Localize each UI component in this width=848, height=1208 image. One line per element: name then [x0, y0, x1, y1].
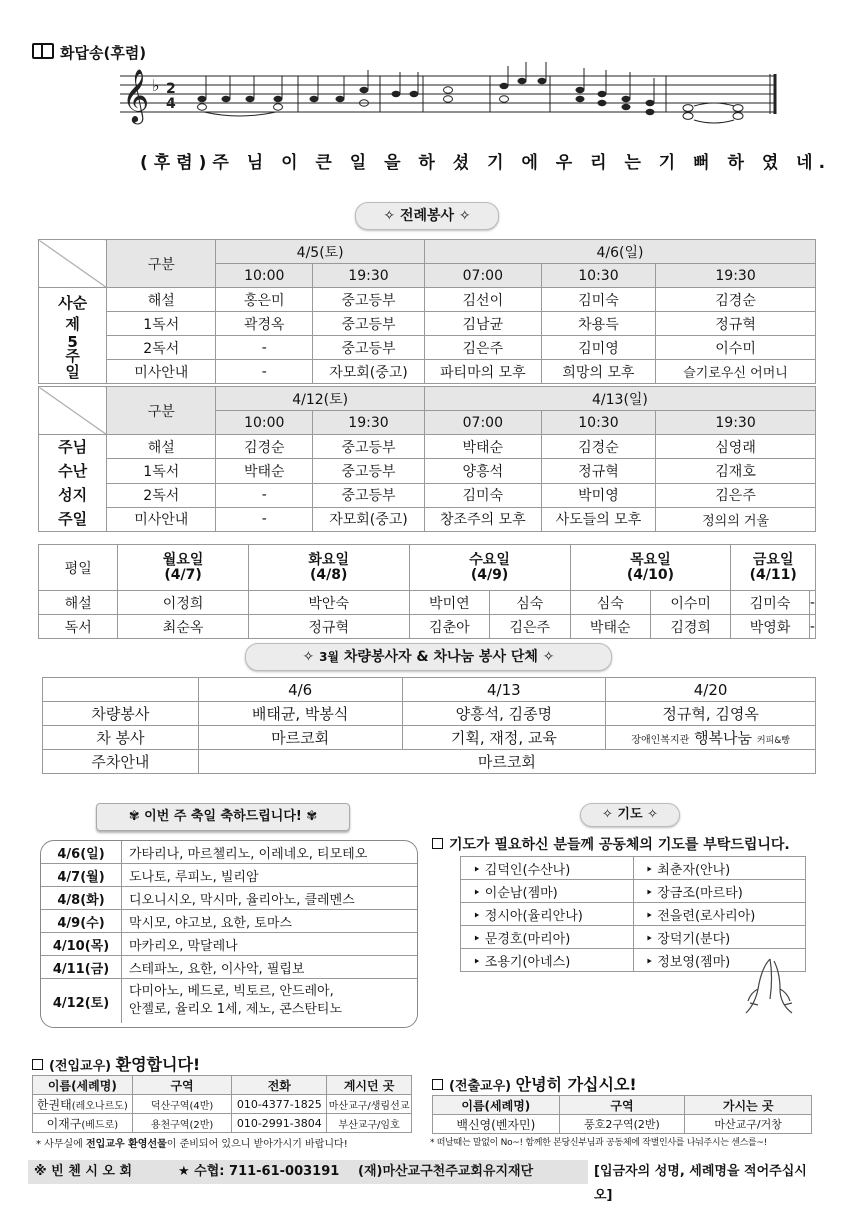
- assign-cell: 정규혁: [541, 459, 655, 483]
- assign-cell: -: [809, 615, 815, 639]
- list-item: 4/7(월) 도나토, 루피노, 빌리암: [41, 864, 417, 887]
- book-icon: [32, 43, 54, 59]
- assign-cell: 중고등부: [313, 459, 425, 483]
- transfer-out-note: * 떠날때는 말없이 No~! 함께한 본당신부님과 공동체에 작별인사를 나눠주시는 센스를~!: [430, 1138, 767, 1148]
- assign-cell: 박미영: [541, 483, 655, 507]
- assign-cell: 김미숙: [731, 591, 809, 615]
- list-item: 4/11(금) 스테파노, 요한, 이사악, 필립보: [41, 956, 417, 979]
- time-header: 07:00: [424, 264, 541, 288]
- assign-cell: 김경순: [216, 435, 313, 459]
- prayer-name: ‣ 장덕기(분다): [633, 926, 806, 949]
- list-item: 4/9(수) 막시모, 야고보, 요한, 토마스: [41, 910, 417, 933]
- list-item: 4/10(목) 마카리오, 막달레나: [41, 933, 417, 956]
- svg-text:2: 2: [166, 81, 176, 97]
- col-header: 전화: [232, 1076, 327, 1095]
- role-label: 미사안내: [107, 507, 216, 531]
- feast-table: [41, 841, 417, 1023]
- liturgy-pill: ✧ 전례봉사 ✧: [355, 202, 499, 230]
- role-label: 주차안내: [43, 750, 199, 774]
- corner-cell: [39, 387, 107, 435]
- time-header: 10:30: [541, 411, 655, 435]
- transfer-out-title: (전출교우) 안녕히 가십시오!: [432, 1072, 637, 1095]
- assign-cell: 박태순: [570, 615, 650, 639]
- table-row: 이재구(베드로) 용천구역(2반) 010-2991-3804 부산교구/임호: [33, 1114, 412, 1133]
- transfer-out-table: [432, 1095, 812, 1134]
- checkbox-icon: [32, 1059, 43, 1070]
- time-header: 19:30: [656, 411, 816, 435]
- prayer-name: ‣ 최춘자(안나): [633, 857, 806, 880]
- assign-cell: -: [216, 507, 313, 531]
- corner-cell: [43, 678, 199, 702]
- col-header: 가시는 곳: [685, 1096, 812, 1115]
- flower-icon: ✾: [306, 809, 318, 824]
- day-header: 4/6(일): [424, 240, 815, 264]
- role-label: 차량봉사: [43, 702, 199, 726]
- assign-cell: 중고등부: [313, 483, 425, 507]
- assign-cell: 정의의 거울: [656, 507, 816, 531]
- assign-cell: 곽경옥: [216, 312, 313, 336]
- assign-cell: 자모회(중고): [313, 507, 425, 531]
- svg-text:𝄞: 𝄞: [122, 68, 150, 122]
- assign-cell: 김미숙: [541, 288, 655, 312]
- assign-cell: 슬기로우신 어머니: [656, 360, 816, 384]
- transfer-in-table: [32, 1075, 412, 1133]
- transfer-in-title: (전입교우) 환영합니다!: [32, 1052, 200, 1075]
- assign-cell: 차용득: [541, 312, 655, 336]
- assign-cell: 정규혁: [656, 312, 816, 336]
- assign-cell: 김미영: [541, 336, 655, 360]
- assign-cell: 중고등부: [313, 435, 425, 459]
- assign-cell: 중고등부: [313, 312, 425, 336]
- assign-cell: 마르코회: [198, 750, 815, 774]
- table-row: 백신영(벤자민) 풍호2구역(2반) 마산교구/거창: [433, 1115, 812, 1134]
- psalm-lyric: (후렴)주 님 이 큰 일 을 하 셨 기 에 우 리 는 기 뻐 하 였 네.: [140, 153, 832, 173]
- col-header: 구역: [559, 1096, 685, 1115]
- assign-cell: 중고등부: [313, 288, 425, 312]
- col-label: 구분: [107, 387, 216, 435]
- col-header: 계시던 곳: [327, 1076, 412, 1095]
- assign-cell: 기획, 재정, 교육: [402, 726, 606, 750]
- assign-cell: 김은주: [656, 483, 816, 507]
- assign-cell: 희망의 모후: [541, 360, 655, 384]
- prayer-name: ‣ 전을련(로사리아): [633, 903, 806, 926]
- flower-icon: ✾: [128, 809, 140, 824]
- weekday-header: 수요일 (4/9): [409, 545, 570, 591]
- section-label: 주님 수난 성지 주일: [39, 435, 107, 532]
- footer-org: ※ 빈 첸 시 오 회: [34, 1164, 133, 1179]
- time-header: 19:30: [313, 411, 425, 435]
- weekday-label: 평일: [39, 545, 118, 591]
- assign-cell: 박안숙: [248, 591, 409, 615]
- assign-cell: 김춘아: [409, 615, 489, 639]
- weekday-header: 화요일 (4/8): [248, 545, 409, 591]
- time-header: 07:00: [424, 411, 541, 435]
- weekday-header: 금요일 (4/11): [731, 545, 816, 591]
- checkbox-icon: [432, 838, 443, 849]
- assign-cell: 김경순: [656, 288, 816, 312]
- assign-cell: 박영화: [731, 615, 809, 639]
- time-header: 10:30: [541, 264, 655, 288]
- feast-pill: ✾ 이번 주 축일 축하드립니다! ✾: [96, 803, 350, 831]
- assign-cell: 사도들의 모후: [541, 507, 655, 531]
- prayer-name: ‣ 조용기(아네스): [461, 949, 634, 972]
- assign-cell: 배태균, 박봉식: [198, 702, 402, 726]
- prayer-name: ‣ 문경호(마리아): [461, 926, 634, 949]
- table-row: 한권태(레오나르도) 덕산구역(4반) 010-4377-1825 마산교구/생림선교: [33, 1095, 412, 1114]
- liturgy-table-palm-sunday: [38, 386, 816, 532]
- date-header: 4/13: [402, 678, 606, 702]
- role-label: 1독서: [107, 459, 216, 483]
- assign-cell: 파티마의 모후: [424, 360, 541, 384]
- list-item: 4/8(화) 디오니시오, 막시마, 율리아노, 클레멘스: [41, 887, 417, 910]
- role-label: 독서: [39, 615, 118, 639]
- assign-cell: 심숙: [570, 591, 650, 615]
- checkbox-icon: [432, 1079, 443, 1090]
- prayer-pill: ✧ 기도 ✧: [580, 803, 680, 827]
- day-header: 4/5(토): [216, 240, 424, 264]
- assign-cell: -: [216, 336, 313, 360]
- role-label: 2독서: [107, 336, 216, 360]
- date-header: 4/20: [606, 678, 816, 702]
- assign-cell: 정규혁, 김영옥: [606, 702, 816, 726]
- col-header: 이름(세례명): [433, 1096, 560, 1115]
- footer-instruction: [입금자의 성명, 세례명을 적어주십시오]: [588, 1160, 820, 1208]
- assign-cell: -: [216, 360, 313, 384]
- assign-cell: 창조주의 모후: [424, 507, 541, 531]
- assign-cell: 박미연: [409, 591, 489, 615]
- assign-cell: 양흥석: [424, 459, 541, 483]
- time-header: 10:00: [216, 411, 313, 435]
- assign-cell: -: [809, 591, 815, 615]
- assign-cell: 김은주: [490, 615, 570, 639]
- role-label: 해설: [39, 591, 118, 615]
- prayer-name: ‣ 정시아(율리안나): [461, 903, 634, 926]
- footer-owner: (재)마산교구천주교회유지재단: [358, 1164, 534, 1179]
- assign-cell: 마르코회: [198, 726, 402, 750]
- time-header: 10:00: [216, 264, 313, 288]
- prayer-name: ‣ 정보영(젬마): [633, 949, 806, 972]
- assign-cell: 김재호: [656, 459, 816, 483]
- assign-cell: 이수미: [650, 591, 730, 615]
- weekday-header: 목요일 (4/10): [570, 545, 731, 591]
- section-label: 사순 제 5 주 일: [39, 288, 107, 384]
- time-header: 19:30: [313, 264, 425, 288]
- role-label: 해설: [107, 288, 216, 312]
- col-header: 구역: [132, 1076, 232, 1095]
- list-item: 4/6(일) 가타리나, 마르첼리노, 이레네오, 티모테오: [41, 841, 417, 864]
- praying-hands-icon: [740, 955, 800, 1017]
- weekday-table: [38, 544, 816, 639]
- assign-cell: 김경희: [650, 615, 730, 639]
- day-header: 4/12(토): [216, 387, 424, 411]
- liturgy-table-week5: [38, 239, 816, 384]
- col-header: 이름(세례명): [33, 1076, 133, 1095]
- prayer-name: ‣ 김덕인(수산나): [461, 857, 634, 880]
- feast-box: [40, 840, 418, 1028]
- svg-text:♭: ♭: [152, 76, 160, 95]
- footer-bar: [28, 1160, 820, 1203]
- assign-cell: 김남균: [424, 312, 541, 336]
- assign-cell: 김은주: [424, 336, 541, 360]
- assign-cell: 박태순: [216, 459, 313, 483]
- assign-cell: 정규혁: [248, 615, 409, 639]
- volunteers-table: [42, 677, 816, 774]
- date-header: 4/6: [198, 678, 402, 702]
- col-label: 구분: [107, 240, 216, 288]
- assign-cell: 홍은미: [216, 288, 313, 312]
- assign-cell: 박태순: [424, 435, 541, 459]
- assign-cell: 양흥석, 김종명: [402, 702, 606, 726]
- assign-cell: 장애인복지관 행복나눔 커피&빵: [606, 726, 816, 750]
- weekday-header: 월요일 (4/7): [118, 545, 248, 591]
- assign-cell: -: [216, 483, 313, 507]
- list-item: 4/12(토) 다미아노, 베드로, 빅토르, 안드레아, 안젤로, 율리오 1세, 제노, 콘스탄티노: [41, 979, 417, 1024]
- assign-cell: 김경순: [541, 435, 655, 459]
- time-header: 19:30: [656, 264, 816, 288]
- transfer-in-note: * 사무실에 전입교우 환영선물이 준비되어 있으니 받아가시기 바랍니다!: [36, 1139, 348, 1150]
- assign-cell: 심영래: [656, 435, 816, 459]
- footer-account: ★ 수협: 711-61-003191: [178, 1164, 340, 1179]
- role-label: 2독서: [107, 483, 216, 507]
- psalm-title: 화답송(후렴): [32, 42, 146, 63]
- assign-cell: 김선이: [424, 288, 541, 312]
- volunteers-pill: ✧ 3월 차량봉사자 & 차나눔 봉사 단체 ✧: [245, 643, 612, 671]
- assign-cell: 심숙: [490, 591, 570, 615]
- role-label: 차 봉사: [43, 726, 199, 750]
- assign-cell: 자모회(중고): [313, 360, 425, 384]
- role-label: 해설: [107, 435, 216, 459]
- assign-cell: 이수미: [656, 336, 816, 360]
- svg-text:4: 4: [166, 96, 176, 112]
- corner-cell: [39, 240, 107, 288]
- psalm-music-score: [118, 56, 780, 132]
- assign-cell: 김미숙: [424, 483, 541, 507]
- assign-cell: 이정희: [118, 591, 248, 615]
- role-label: 미사안내: [107, 360, 216, 384]
- prayer-name: ‣ 이순남(젬마): [461, 880, 634, 903]
- prayer-heading: 기도가 필요하신 분들께 공동체의 기도를 부탁드립니다.: [432, 834, 790, 854]
- assign-cell: 중고등부: [313, 336, 425, 360]
- assign-cell: 최순옥: [118, 615, 248, 639]
- role-label: 1독서: [107, 312, 216, 336]
- day-header: 4/13(일): [424, 387, 815, 411]
- prayer-name: ‣ 장금조(마르타): [633, 880, 806, 903]
